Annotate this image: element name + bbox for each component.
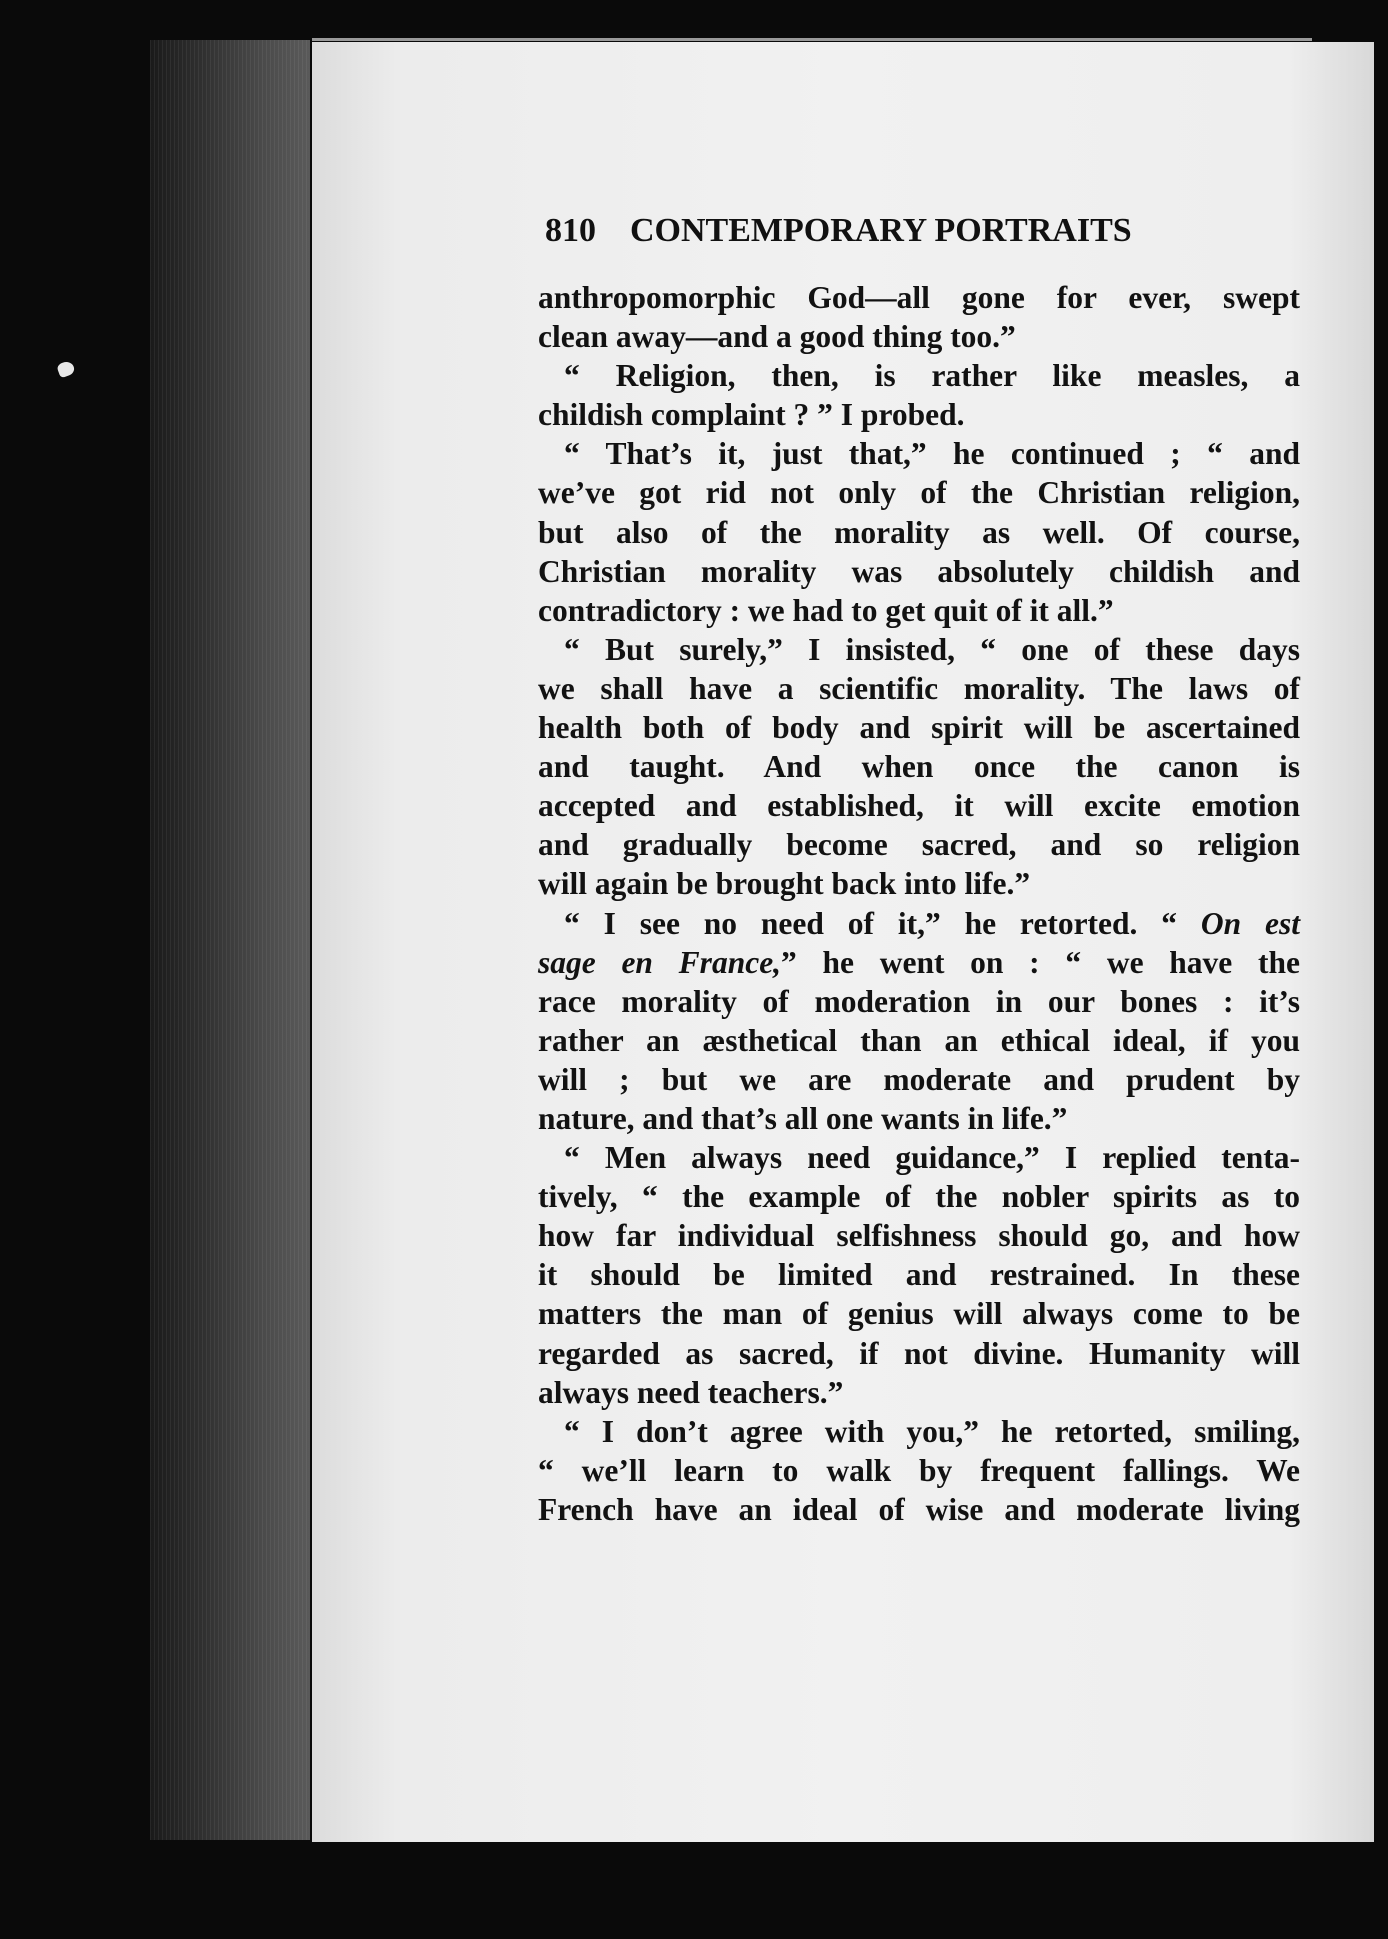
text-line: contradictory : we had to get quit of it all.” <box>538 592 1114 628</box>
body-text <box>538 278 1300 1529</box>
text-line: we’ve got rid not only of the Christian religion, <box>538 475 1300 511</box>
running-title: CONTEMPORARY PORTRAITS <box>630 212 1132 249</box>
text-line: “ I don’t agree with you,” he retorted, smiling, <box>564 1413 1300 1449</box>
text-line: will ; but we are moderate and prudent by <box>538 1061 1300 1097</box>
text-line: regarded as sacred, if not divine. Humanity will <box>538 1335 1300 1371</box>
text-line: but also of the morality as well. Of course, <box>538 514 1300 550</box>
text-line: rather an æsthetical than an ethical ideal, if you <box>538 1022 1300 1058</box>
text-line: and taught. And when once the canon is <box>538 749 1300 785</box>
text-line: “ we’ll learn to walk by frequent fallings. We <box>538 1452 1300 1488</box>
text-line: “ That’s it, just that,” he continued ; “ and <box>564 436 1300 472</box>
dust-speck <box>56 360 76 379</box>
page-top-edge <box>312 38 1312 41</box>
text-line: matters the man of genius will always come to be <box>538 1296 1300 1332</box>
text-line: childish complaint ? ” I probed. <box>538 397 965 433</box>
text-line: anthropomorphic God—all gone for ever, swept <box>538 280 1300 315</box>
running-head <box>545 212 1205 252</box>
text-line: “ Religion, then, is rather like measles, a <box>564 358 1300 394</box>
text-line: how far individual selfishness should go, and how <box>538 1218 1300 1254</box>
text-line: “ Men always need guidance,” I replied tenta- <box>564 1140 1300 1176</box>
text-line: health both of body and spirit will be ascertained <box>538 710 1300 746</box>
text-line: will again be brought back into life.” <box>538 866 1031 902</box>
text-line: we shall have a scientific morality. The laws of <box>538 670 1300 706</box>
text-line: tively, “ the example of the nobler spirits as to <box>538 1179 1300 1215</box>
text-line: race morality of moderation in our bones : it’s <box>538 983 1300 1019</box>
text-line: it should be limited and restrained. In these <box>538 1257 1300 1293</box>
text-line: nature, and that’s all one wants in life.” <box>538 1100 1068 1136</box>
text-line: and gradually become sacred, and so religion <box>538 827 1300 863</box>
text-line: clean away—and a good thing too.” <box>538 319 1016 355</box>
text-line: “ I see no need of it,” he retorted. “ On est <box>564 905 1300 941</box>
book-edge <box>150 40 310 1840</box>
text-line: French have an ideal of wise and moderate living <box>538 1491 1300 1527</box>
text-line: Christian morality was absolutely childish and <box>538 553 1300 589</box>
text-line: accepted and established, it will excite emotion <box>538 788 1300 824</box>
text-line: always need teachers.” <box>538 1374 844 1410</box>
text-line: sage en France,” he went on : “ we have the <box>538 944 1300 980</box>
text-line: “ But surely,” I insisted, “ one of these days <box>564 631 1300 667</box>
page-number: 810 <box>545 212 596 249</box>
